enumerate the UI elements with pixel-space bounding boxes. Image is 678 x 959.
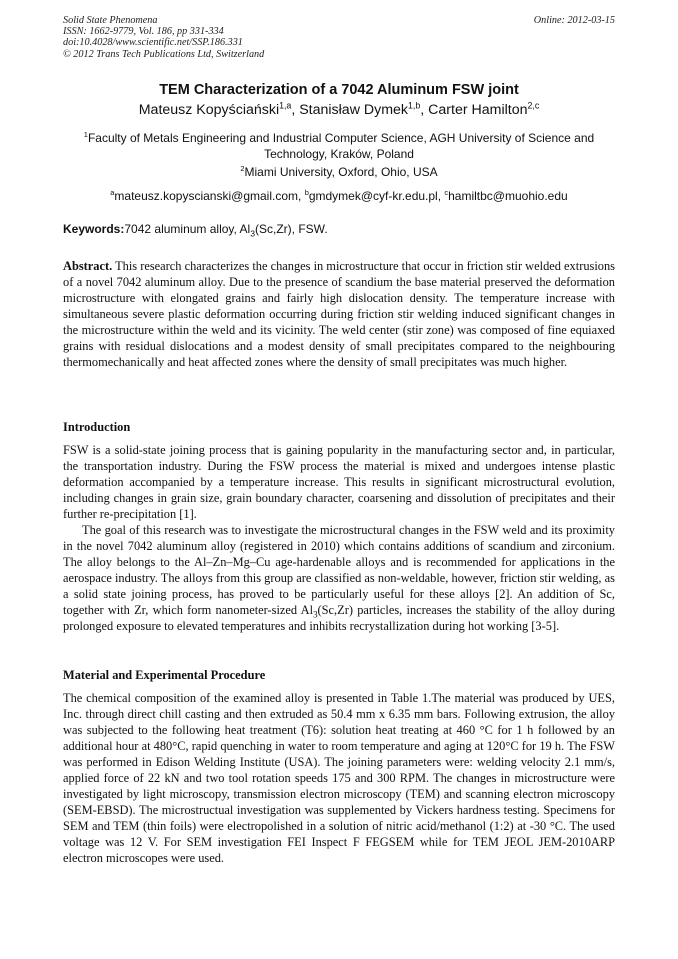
- journal-name: Solid State Phenomena: [63, 15, 158, 26]
- affiliation-sup: 1: [83, 130, 88, 139]
- author-name: Mateusz Kopyściański: [138, 102, 280, 118]
- online-date: Online: 2012-03-15: [533, 15, 615, 26]
- materials-heading: Material and Experimental Procedure: [63, 668, 266, 682]
- author-name: Carter Hamilton: [428, 102, 528, 118]
- introduction-body: [63, 442, 615, 634]
- author-list: Mateusz Kopyściański$^{1,a}$, Stanisław Dymek$^{1,b}$, Carter Hamilton$^{2,c}$: [138, 100, 540, 118]
- keywords-label: Keywords:: [63, 222, 125, 236]
- introduction-paragraph-2: [63, 522, 615, 634]
- doi-line: doi:10.4028/www.scientific.net/SSP.186.331: [63, 37, 243, 49]
- intro-p2-text-post: (Sc,Zr) particles, increases the stability of the alloy during prolonged exposure to elevated temperatures and inhibits recrystallization during hot working [3-5].: [63, 603, 615, 633]
- author-sup: 1,a: [279, 100, 292, 111]
- email-sup: a: [110, 188, 115, 197]
- keywords-text: 7042 aluminum alloy, Al: [124, 222, 251, 236]
- affiliation-1: [60, 130, 618, 162]
- copyright-line: © 2012 Trans Tech Publications Ltd, Switzerland: [63, 48, 265, 60]
- issn-line: ISSN: 1662-9779, Vol. 186, pp 331-334: [63, 26, 224, 38]
- abstract-label: Abstract.: [63, 259, 113, 273]
- affiliation-text: Miami University, Oxford, Ohio, USA: [244, 165, 438, 179]
- intro-p2-sub: 3: [313, 609, 318, 620]
- email-sup: b: [304, 188, 309, 197]
- email-link: hamiltbc@muohio.edu: [448, 189, 568, 203]
- email-link: mateusz.kopyscianski@gmail.com,: [114, 189, 302, 203]
- author-sup: 2,c: [527, 100, 540, 111]
- keywords-text-post: (Sc,Zr), FSW.: [255, 222, 328, 236]
- email-sup: c: [444, 188, 449, 197]
- abstract-block: [63, 258, 615, 370]
- introduction-paragraph-1: FSW is a solid-state joining process that is gaining popularity in the manufacturing sector and, in particular, the transportation industry. During the FSW process the material is mixed and undergoes intense plastic deformation accompanied by a temperature increase. This results in significant microstructural evolution, including changes in grain size, grain boundary character, coarsening and dissolution of precipitates and their further re-precipitation [1].: [63, 443, 615, 521]
- affiliation-text: Faculty of Metals Engineering and Industrial Computer Science, AGH University of Science and Technology, Kraków, Poland: [87, 131, 595, 161]
- affiliation-sup: 2: [240, 164, 245, 173]
- email-link: gmdymek@cyf-kr.edu.pl,: [308, 189, 442, 203]
- paper-title: TEM Characterization of a 7042 Aluminum FSW joint: [159, 82, 519, 98]
- keywords-line: [63, 222, 328, 239]
- running-header: [63, 15, 615, 60]
- introduction-heading: Introduction: [63, 420, 131, 434]
- affiliation-2: [60, 164, 618, 180]
- materials-body: [63, 690, 615, 866]
- materials-paragraph-1: The chemical composition of the examined alloy is presented in Table 1.The material was produced by UES, Inc. through direct chill casting and then extruded as 50.4 mm x 6.35 mm bars. Following extrusion, the alloy was subjected to the following heat treatment (T6): solution heat treating at 460 °C for 1 h followed by an additional hour at 480°C, rapid quenching in water to room temperature and aging at 120°C for 19 h. The FSW was performed in Edison Welding Institute (USA). The joining parameters were: welding velocity 2.1 mm/s, applied force of 22 kN and two tool rotation speeds 175 and 300 RPM. The changes in microstructure were investigated by light microscopy, transmission electron microscopy (TEM) and scanning electron microscopy (SEM-EBSD). The microstructual investigation was supplemented by Vickers hardness testing. Specimens for SEM and TEM (thin foils) were electropolished in a solution of nitric acid/methanol (1:2) at -30 °C. The used voltage was 12 V. For SEM investigation FEI Inspect F FEGSEM while for TEM JEOL JEM-2010ARP electron microscopes were used.: [63, 691, 615, 865]
- intro-p2-text: The goal of this research was to investigate the microstructural changes in the FSW weld and its proximity in the novel 7042 aluminum alloy (registered in 2010) which contains additions of scandium and zirconium. The alloy belongs to the Al–Zn–Mg–Cu age-hardenable alloys and is recommended for applications in the aerospace industry. The alloys from this group are classified as non-weldable, however, friction stir welding, as a solid state joining process, has proved to be particularly useful for these alloys [2]. An addition of Sc, together with Zr, which form nanometer-sized Al: [63, 523, 615, 617]
- author-sup: 1,b: [408, 100, 421, 111]
- keywords-sub: 3: [250, 228, 256, 239]
- email-line: [60, 188, 618, 204]
- abstract-text: This research characterizes the changes in microstructure that occur in friction stir welded extrusions of a novel 7042 aluminum alloy. Due to the presence of scandium the base material preserved the deformation microstructure with elongated grains and fairly high dislocation density. The temperature increase with simultaneous severe plastic deformation occurring during friction stir welding induced significant changes in the microstructure within the weld and its vicinity. The weld center (stir zone) was composed of fine equiaxed grains with residual dislocations and a modest density of small precipitates compared to the neighbouring thermomechanically and heat affected zones where the density of small precipitates was much higher.: [63, 259, 615, 369]
- author-name: Stanisław Dymek: [299, 102, 409, 118]
